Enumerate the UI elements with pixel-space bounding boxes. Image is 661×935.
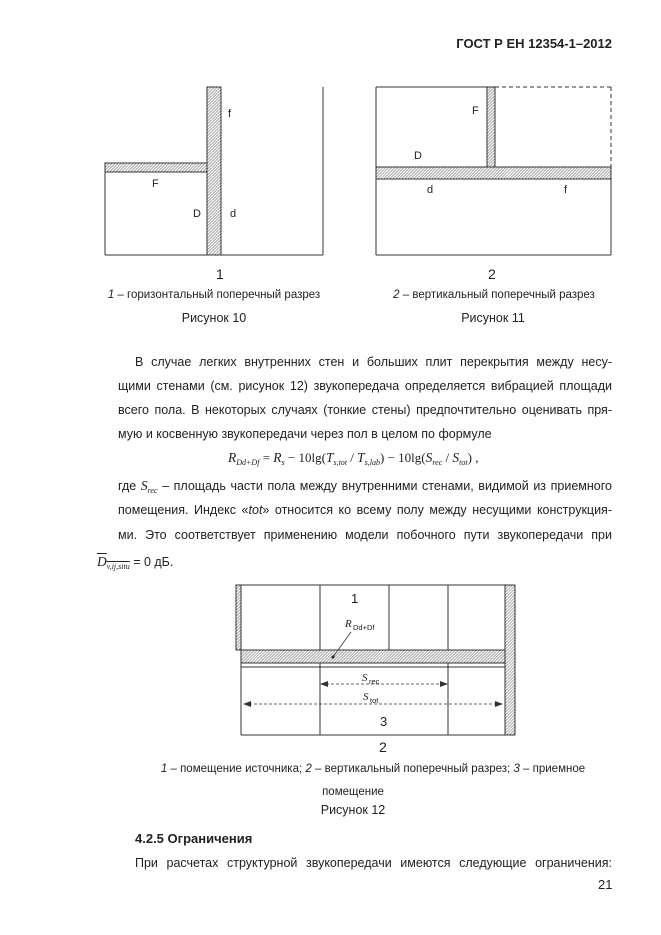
hatch-line [505, 664, 515, 674]
hatch-line [505, 607, 515, 617]
hatch-line [236, 594, 241, 599]
hatch-line [505, 655, 515, 665]
room-1-label: 1 [351, 591, 359, 606]
hatch-line [505, 715, 515, 725]
legend-text: – горизонтальный поперечный разрез [114, 289, 321, 301]
hatch-line [505, 724, 515, 734]
label-F: F [472, 105, 479, 117]
hatch-line [236, 597, 241, 602]
hatch-lines [236, 585, 241, 650]
hatch-line [236, 615, 241, 620]
figure-12-legend-continuation: помещение [322, 786, 384, 798]
formula-operator: / [442, 450, 453, 465]
where-word: где [118, 479, 137, 493]
hatch-line [505, 619, 515, 629]
formula-operator: / [347, 450, 358, 465]
text-before: помещения. Индекс « [118, 503, 249, 517]
hatch-line [505, 658, 515, 668]
hatch-line [500, 658, 506, 664]
hatch-line [505, 682, 515, 692]
hatch-line [505, 640, 515, 650]
formula-operator: ) − 10lg( [380, 450, 426, 465]
figure-12-title: Рисунок 12 [320, 803, 386, 817]
hatch-line [236, 633, 241, 638]
formula-subscript: tot [459, 458, 468, 467]
section-title: Ограничения [167, 831, 253, 846]
hatch-line [236, 600, 241, 605]
hatch-line [505, 667, 515, 677]
paragraph-line: щими стенами (см. рисунок 12) звукопередача определяется вибрацией площади [118, 379, 612, 393]
hatch-line [505, 688, 515, 698]
definition-text: – площадь части пола между внутренними стенами, видимой из приемного [162, 479, 612, 493]
symbol: S [140, 478, 148, 493]
hatch-line [505, 631, 515, 641]
s-rec-arrow-left [320, 681, 328, 687]
hatch-line [505, 694, 515, 704]
formula-operator: − 10lg( [284, 450, 326, 465]
s-tot-arrow-left [243, 701, 251, 707]
r-leader-dot [331, 655, 334, 658]
figure-11-view-number: 2 [488, 266, 496, 282]
hatch-line [505, 679, 515, 689]
hatch-line [505, 676, 515, 686]
hatch-line [505, 616, 515, 626]
hatch-line [505, 685, 515, 695]
hatch-line [505, 643, 515, 653]
r-leader-line [333, 632, 351, 657]
hatch-line [505, 628, 515, 638]
formula-subscript: rec [432, 458, 443, 467]
legend-number: 2 [393, 289, 400, 301]
hatch-line [505, 718, 515, 728]
hatch-line [505, 601, 515, 611]
formula-symbol: S [425, 450, 433, 465]
figure-11-title: Рисунок 11 [461, 311, 525, 325]
hatch-line [236, 621, 241, 626]
legend-number: 1 [107, 289, 115, 301]
hatch-line [505, 691, 515, 701]
formula-subscript: Dd+Df [236, 458, 260, 467]
figure-12-legend [133, 761, 613, 777]
paragraph-line: ми. Это соответствует применению модели побочного пути звукопередачи при [118, 528, 612, 542]
subscript: rec [147, 486, 158, 495]
legend-text: – вертикальный поперечный разрез; [311, 763, 511, 775]
section-text: При расчетах структурной звукопередачи имеются следующие ограничения: [135, 856, 612, 870]
hatch-line [505, 649, 515, 659]
formula-symbol: T [357, 450, 365, 465]
hatch-line [236, 624, 241, 629]
hatch-line [505, 613, 515, 623]
subscript: v,ij,situ [106, 562, 130, 571]
paragraph-line: всего пола. В некоторых случаях (тонкие стены) предпочтительно оценивать пря- [118, 403, 612, 417]
hatch-line [236, 609, 241, 614]
room-3-label: 3 [380, 714, 388, 729]
hatch-line [236, 603, 241, 608]
hatch-line [236, 591, 241, 596]
hatch-line [505, 706, 515, 716]
hatch-line [236, 588, 241, 593]
hatch-line [505, 589, 515, 599]
s-rec-symbol: S [362, 672, 368, 684]
legend-number: 1 [160, 763, 168, 775]
hatch-lines [241, 650, 505, 663]
section-heading [135, 829, 252, 849]
hatch-line [505, 622, 515, 632]
hatch-line [505, 712, 515, 722]
standard-header: ГОСТ Р ЕН 12354-1–2012 [456, 36, 612, 51]
r-subscript: Dd+Df [353, 623, 375, 632]
hatch-line [236, 642, 241, 647]
label-D: D [414, 150, 422, 162]
hatch-line [505, 610, 515, 620]
legend-number: 2 [305, 763, 312, 775]
s-rec-subscript: rec [369, 677, 380, 686]
hatch-line [236, 627, 241, 632]
label-D: D [193, 208, 201, 220]
formula-subscript: s,tot [333, 458, 348, 467]
hatch-line [505, 673, 515, 683]
label-d: d [427, 184, 434, 196]
hatch-line [505, 721, 515, 731]
page-number: 21 [598, 877, 613, 892]
s-tot-subscript: tot [370, 696, 379, 705]
paragraph-line: В случае легких внутренних стен и больших плит перекрытия между несу- [135, 355, 612, 369]
hatch-line [505, 634, 515, 644]
hatch-line [505, 637, 515, 647]
hatch-line [505, 598, 515, 608]
hatch-line [505, 592, 515, 602]
hatch-line [236, 606, 241, 611]
s-tot-symbol: S [363, 691, 369, 703]
hatch-line [505, 670, 515, 680]
figure-10-title: Рисунок 10 [181, 311, 247, 325]
formula-symbol: R [273, 450, 282, 465]
hatch-line [505, 604, 515, 614]
hatch-line [236, 645, 241, 650]
hatch-line [505, 646, 515, 656]
formula-subscript: s,lab [364, 458, 380, 467]
figure-12-view-number: 2 [379, 739, 387, 755]
label-f: f [564, 184, 568, 196]
formula-symbol: T [325, 450, 334, 465]
hatch-line [510, 730, 516, 736]
hatch-line [505, 709, 515, 719]
hatch-line [505, 700, 515, 710]
hatch-lines [505, 585, 515, 735]
label-d: d [230, 208, 237, 220]
legend-text: – помещение источника; [167, 763, 303, 775]
figure-10-view-number: 1 [216, 266, 224, 282]
formula-operator: = [259, 450, 274, 465]
hatch-line [505, 661, 515, 671]
legend-text: – приемное [519, 763, 586, 775]
text-after: » относится ко всему полу между несущими конструкция- [262, 503, 612, 517]
label-F: F [152, 178, 159, 190]
index-tot: tot [248, 503, 263, 517]
hatch-line [505, 697, 515, 707]
hatch-line [505, 652, 515, 662]
hatch-line [505, 595, 515, 605]
hatch-line [505, 703, 515, 713]
formula-symbol: R [228, 450, 237, 465]
formula-subscript: s [281, 458, 285, 467]
r-symbol: R [345, 618, 352, 630]
hatch-line [505, 625, 515, 635]
hatch-line [505, 586, 515, 596]
paragraph-line: мую и косвенную звукопередачи через пол в целом по формуле [118, 427, 492, 441]
hatch-line [241, 650, 252, 661]
s-rec-arrow-right [440, 681, 448, 687]
hatch-line [236, 630, 241, 635]
formula-symbol: S [452, 450, 460, 465]
hatch-line [236, 618, 241, 623]
hatch-line [236, 612, 241, 617]
legend-text: – вертикальный поперечный разрез [399, 289, 595, 301]
symbol: D [97, 554, 107, 569]
formula-operator: ) , [467, 450, 479, 465]
s-tot-arrow-right [495, 701, 503, 707]
hatch-line [494, 652, 506, 664]
legend-number: 3 [513, 763, 520, 775]
hatch-line [236, 636, 241, 641]
equals-text: = 0 дБ. [129, 555, 174, 569]
label-f: f [228, 108, 232, 120]
section-number: 4.2.5 [135, 831, 164, 846]
hatch-line [236, 639, 241, 644]
